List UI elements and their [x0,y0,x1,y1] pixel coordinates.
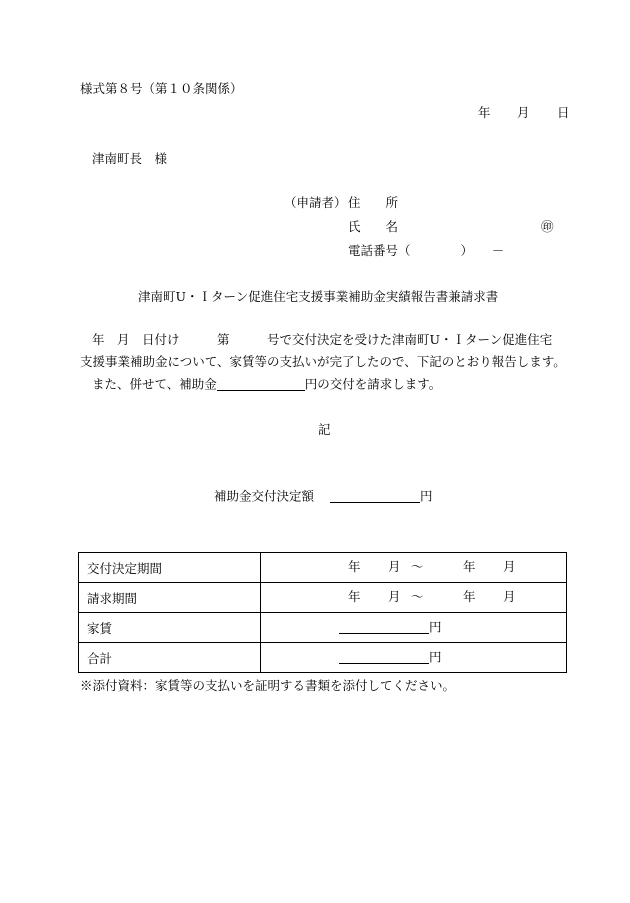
body-line-3-post: 円の交付を請求します。 [304,376,442,392]
addressee: 津南町長 様 [92,151,168,166]
period-month-end: 月 [503,589,516,604]
row-label: 家賃 [79,613,261,643]
date-day: 日 [557,105,570,120]
period-year-start: 年 [348,559,361,574]
decided-amount-line [214,490,433,503]
amount-unit: 円 [429,649,442,665]
period-tilde: ～ [411,559,424,574]
row-label: 請求期間 [79,583,261,613]
amount-blank [339,621,429,634]
decided-amount-label: 補助金交付決定額 [214,488,315,504]
table-row [79,613,567,643]
period-month-end: 月 [503,559,516,574]
body-line-3 [92,378,441,391]
body-line-3-pre: また、併せて、補助金 [92,376,217,392]
period-year-end: 年 [463,559,476,574]
period-tilde: ～ [411,589,424,604]
seal-mark: ㊞ [541,219,554,234]
attachment-note: ※添付資料：家賃等の支払いを証明する書類を添付してください。 [80,678,456,693]
body-line-1: 年 月 日付け 第 号で交付決定を受けた津南町U・Ｉターン促進住宅 [92,332,553,347]
address-label: 住 所 [348,195,399,210]
amount-unit: 円 [429,619,442,635]
name-label: 氏 名 [348,219,399,234]
row-label: 合計 [79,643,261,673]
form-number: 様式第８号（第１０条関係） [80,81,243,96]
period-year-start: 年 [348,589,361,604]
decided-amount-unit: 円 [420,488,433,504]
amount-entry [339,651,442,664]
document-title: 津南町U・Ｉターン促進住宅支援事業補助金実績報告書兼請求書 [138,289,499,304]
row-label: 交付決定期間 [79,553,261,583]
amount-cell [261,643,567,673]
applicant-role-label: （申請者） [284,195,347,210]
amount-entry [339,621,442,634]
period-cell [261,553,567,583]
date-month: 月 [517,105,530,120]
period-year-end: 年 [463,589,476,604]
period-cell [261,583,567,613]
body-line-2: 支援事業補助金について、家賃等の支払いが完了したので、下記のとおり報告します。 [80,354,566,369]
period-month-start: 月 [388,589,401,604]
amount-blank [339,651,429,664]
decided-amount-blank [330,490,420,503]
date-year: 年 [478,105,491,120]
phone-label: 電話番号（ ） － [348,243,505,258]
amount-cell [261,613,567,643]
table-row [79,643,567,673]
ki-heading: 記 [318,422,331,437]
table-row [79,583,567,613]
table-row [79,553,567,583]
details-table [78,552,567,673]
request-amount-blank [217,378,305,391]
period-month-start: 月 [388,559,401,574]
